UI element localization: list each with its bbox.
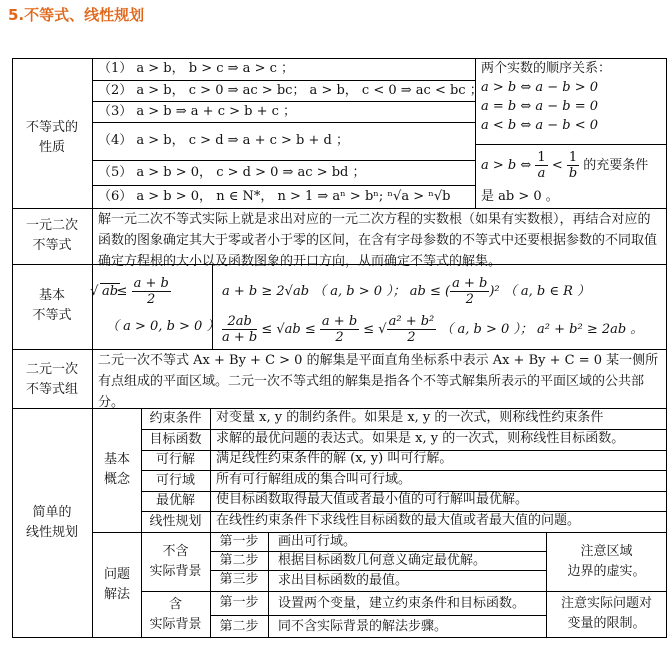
concept-line-3	[141, 470, 667, 471]
quadratic-label: 一元二次 不等式	[25, 218, 78, 253]
prop-line-1	[92, 80, 475, 81]
order-line-2: a = b ⇔ a − b = 0	[481, 99, 599, 114]
bg-desc-2: 同不含实际背景的解法步骤。	[278, 619, 448, 634]
prop-item-1: （1） a > b， b > c ⇒ a > c ；	[98, 61, 295, 76]
bg-step-2: 第二步	[219, 619, 259, 634]
concept-name-3: 可行解	[155, 452, 195, 467]
concept-name-6: 线性规划	[149, 514, 202, 529]
method-mid-line	[141, 591, 667, 592]
concept-line-5	[141, 511, 667, 512]
order-line-3: a < b ⇔ a − b < 0	[481, 118, 599, 133]
lp-label: 简单的 线性规划	[25, 505, 78, 540]
inequality-props-label: 不等式的 性质	[25, 120, 78, 155]
basic-label: 基本 不等式	[32, 288, 72, 323]
method-label: 问题 解法	[103, 567, 130, 602]
no-bg-step-1: 第一步	[219, 534, 259, 549]
prop-item-3: （3） a > b ⇒ a + c > b + c ；	[98, 104, 297, 119]
basic-line-1: a + b ≥ 2√ab （ a, b > 0 ）； ab ≤ ( $\frac{a + b}{2}$ )² （ a, b ∈ R ）	[222, 276, 591, 307]
label-column-divider	[92, 58, 93, 638]
method-step-divider	[268, 532, 269, 638]
prop-item-4: （4） a > b， c > d ⇒ a + c > b + d ；	[98, 133, 349, 148]
bg-note: 注意实际问题对 变量的限制。	[560, 596, 652, 631]
reciprocal-condition: a > b ⇔ $\frac{1}{a}$ < $\frac{1}{b}$ 的充要条件	[481, 150, 649, 181]
no-bg-label: 不含 实际背景	[149, 544, 202, 579]
bg-step-line-1	[210, 615, 546, 616]
no-bg-desc-2: 根据目标函数几何意义确定最优解。	[278, 553, 487, 568]
basic-inner-divider	[212, 264, 213, 349]
section-divider-2	[12, 264, 667, 265]
concept-name-2: 目标函数	[149, 432, 202, 447]
props-order-divider	[475, 58, 476, 208]
concept-desc-3: 满足线性约束条件的解 (x, y) 叫可行解。	[216, 451, 453, 466]
concept-desc-2: 求解的最优问题的表达式。如果是 x, y 的一次式，则称线性目标函数。	[216, 431, 625, 446]
order-line	[475, 144, 667, 145]
prop-line-4	[92, 160, 475, 161]
no-bg-step-3: 第三步	[219, 572, 259, 587]
prop-line-2	[92, 101, 475, 102]
bg-desc-1: 设置两个变量，建立约束条件和目标函数。	[278, 596, 526, 611]
concept-name-1: 约束条件	[149, 411, 202, 426]
prop-item-6: （6） a > b > 0， n ∈ N*， n > 1 ⇒ aⁿ > bⁿ; ⁿ√a > ⁿ√b	[98, 189, 451, 204]
prop-item-2: （2） a > b， c > 0 ⇒ ac > bc； a > b， c < 0 ⇒ ac < bc ；	[98, 83, 483, 98]
basic-line-2: $\frac{2ab}{a + b}$ ≤ √ab ≤ $\frac{a + b}{2}$ ≤ √ $\frac{\text{a² + b²}}{2}$ （ a, b > 0 ）； a² + b² ≥ 2ab 。	[222, 314, 644, 345]
prop-line-5	[92, 185, 475, 186]
no-bg-desc-1: 画出可行域。	[278, 534, 357, 549]
concept-desc-1: 对变量 x, y 的制约条件。如果是 x, y 的一次式，则称线性约束条件	[216, 410, 604, 425]
no-bg-note: 注意区域 边界的虚实。	[567, 544, 646, 579]
concept-desc-4: 所有可行解组成的集合叫可行域。	[216, 472, 412, 487]
order-title: 两个实数的顺序关系：	[481, 61, 612, 76]
basic-main-formula: ab√ ≤ $\frac{a + b}{2}$	[90, 276, 169, 307]
no-bg-step-2: 第二步	[219, 553, 259, 568]
concepts-label: 基本 概念	[103, 452, 130, 487]
section-divider-4	[12, 408, 667, 409]
concept-line-1	[141, 429, 667, 430]
concept-name-5: 最优解	[155, 493, 195, 508]
bg-label: 含 实际背景	[149, 597, 202, 632]
linear2-text: 二元一次不等式 Ax + By + C > 0 的解集是平面直角坐标系中表示 Ax + By + C = 0 某一侧所有点组成的平面区域。二元一次不等式组的解集是指各个不等式解集所表示的平面区域的公共部分。	[98, 353, 659, 410]
no-bg-desc-3: 求出目标函数的最值。	[278, 573, 409, 588]
page-title: 5.不等式、线性规划	[8, 6, 145, 24]
concept-name-4: 可行域	[155, 473, 195, 488]
concept-desc-6: 在线性约束条件下求线性目标函数的最大值或者最大值的问题。	[216, 513, 581, 528]
linear2-label: 二元一次 不等式组	[25, 362, 78, 397]
concept-desc-5: 使目标函数取得最大值或者最小值的可行解叫最优解。	[216, 492, 529, 507]
bg-step-1: 第一步	[219, 595, 259, 610]
order-line-1: a > b ⇔ a − b > 0	[481, 80, 599, 95]
reciprocal-tail: 是 ab > 0 。	[481, 189, 559, 204]
concepts-bottom	[92, 532, 667, 533]
prop-item-5: （5） a > b > 0， c > d > 0 ⇒ ac > bd ；	[98, 165, 366, 180]
quadratic-text: 解一元二次不等式实际上就是求出对应的一元二次方程的实数根（如果有实数根），再结合对应的函数的图象确定其大于零或者小于零的区间，在含有字母参数的不等式中还要根据参数的不同取值确定方程根的大小以及函数图象的开口方向，从而确定不等式的解集。	[98, 212, 658, 269]
basic-condition: （ a > 0, b > 0 ）	[106, 319, 220, 334]
prop-line-3	[92, 122, 475, 123]
